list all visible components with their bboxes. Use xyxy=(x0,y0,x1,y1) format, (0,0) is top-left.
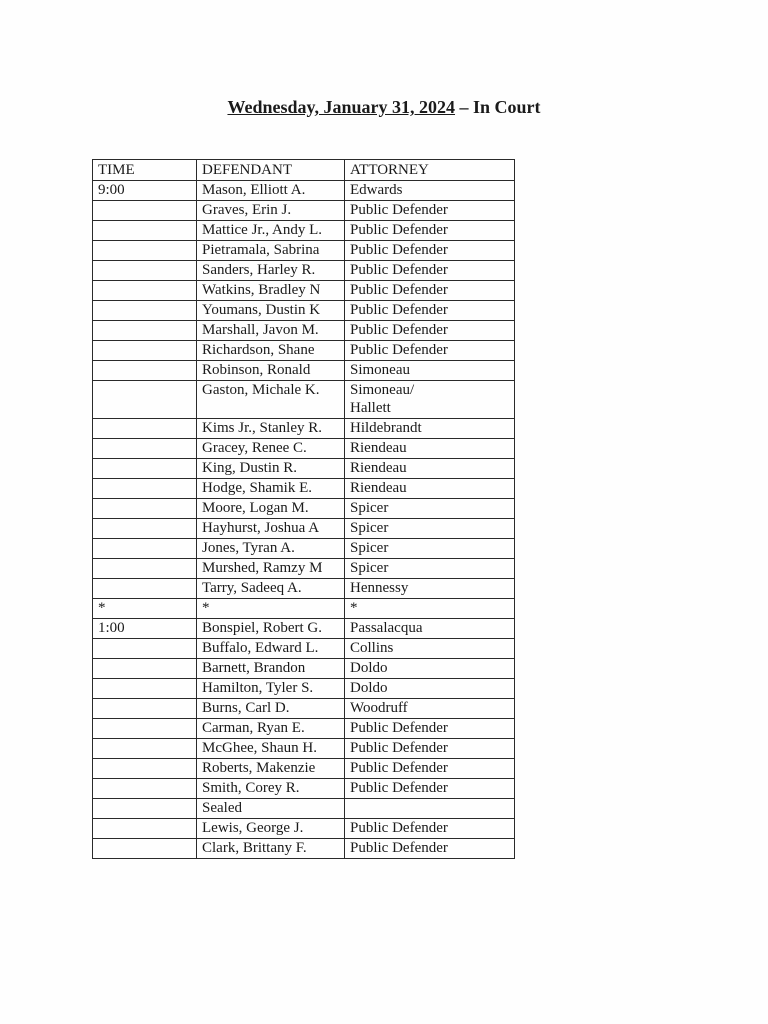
time-cell xyxy=(93,321,197,341)
defendant-cell: Mason, Elliott A. xyxy=(197,181,345,201)
attorney-cell: Public Defender xyxy=(345,241,515,261)
attorney-cell: Public Defender xyxy=(345,739,515,759)
attorney-cell: Riendeau xyxy=(345,439,515,459)
time-cell xyxy=(93,839,197,859)
attorney-cell: Public Defender xyxy=(345,341,515,361)
defendant-cell: Gracey, Renee C. xyxy=(197,439,345,459)
table-row xyxy=(93,281,515,301)
table-row xyxy=(93,201,515,221)
attorney-cell: Collins xyxy=(345,639,515,659)
attorney-cell: Doldo xyxy=(345,659,515,679)
time-cell xyxy=(93,679,197,699)
time-cell: 9:00 xyxy=(93,181,197,201)
table-row xyxy=(93,559,515,579)
time-cell xyxy=(93,419,197,439)
attorney-cell: * xyxy=(345,599,515,619)
defendant-cell: Youmans, Dustin K xyxy=(197,301,345,321)
defendant-cell: Sanders, Harley R. xyxy=(197,261,345,281)
attorney-cell: Riendeau xyxy=(345,479,515,499)
attorney-cell: Public Defender xyxy=(345,819,515,839)
time-cell xyxy=(93,439,197,459)
defendant-cell: Carman, Ryan E. xyxy=(197,719,345,739)
defendant-cell: King, Dustin R. xyxy=(197,459,345,479)
attorney-cell: Public Defender xyxy=(345,221,515,241)
defendant-cell: Hayhurst, Joshua A xyxy=(197,519,345,539)
attorney-cell: Edwards xyxy=(345,181,515,201)
time-cell xyxy=(93,799,197,819)
page-title xyxy=(0,97,768,118)
table-row xyxy=(93,679,515,699)
table-row xyxy=(93,261,515,281)
table-row xyxy=(93,479,515,499)
table-row xyxy=(93,301,515,321)
time-cell xyxy=(93,281,197,301)
defendant-cell: Graves, Erin J. xyxy=(197,201,345,221)
title-date: Wednesday, January 31, 2024 xyxy=(227,97,456,117)
table-row xyxy=(93,321,515,341)
attorney-cell: Public Defender xyxy=(345,261,515,281)
attorney-cell: Public Defender xyxy=(345,301,515,321)
attorney-cell: Public Defender xyxy=(345,759,515,779)
time-cell xyxy=(93,539,197,559)
attorney-cell: Doldo xyxy=(345,679,515,699)
header-attorney: ATTORNEY xyxy=(345,160,515,181)
table-row xyxy=(93,639,515,659)
time-cell xyxy=(93,559,197,579)
table-row xyxy=(93,381,515,419)
attorney-cell: Public Defender xyxy=(345,201,515,221)
time-cell xyxy=(93,221,197,241)
defendant-cell: Robinson, Ronald xyxy=(197,361,345,381)
time-cell xyxy=(93,459,197,479)
time-cell xyxy=(93,499,197,519)
defendant-cell: Hamilton, Tyler S. xyxy=(197,679,345,699)
time-cell xyxy=(93,719,197,739)
time-cell xyxy=(93,519,197,539)
time-cell xyxy=(93,699,197,719)
time-cell: 1:00 xyxy=(93,619,197,639)
attorney-cell xyxy=(345,381,515,419)
table-row xyxy=(93,739,515,759)
table-row xyxy=(93,361,515,381)
defendant-cell: Barnett, Brandon xyxy=(197,659,345,679)
defendant-cell: Smith, Corey R. xyxy=(197,779,345,799)
table-row xyxy=(93,341,515,361)
defendant-cell: Watkins, Bradley N xyxy=(197,281,345,301)
attorney-line: Hallett xyxy=(350,400,391,416)
header-row xyxy=(93,160,515,181)
time-cell xyxy=(93,579,197,599)
time-cell xyxy=(93,759,197,779)
table-row xyxy=(93,459,515,479)
time-cell xyxy=(93,779,197,799)
attorney-cell: Hennessy xyxy=(345,579,515,599)
attorney-cell: Simoneau xyxy=(345,361,515,381)
table-row xyxy=(93,539,515,559)
table-row xyxy=(93,839,515,859)
docket-body xyxy=(93,181,515,859)
attorney-cell: Woodruff xyxy=(345,699,515,719)
table-row xyxy=(93,439,515,459)
table-row xyxy=(93,519,515,539)
attorney-cell: Public Defender xyxy=(345,281,515,301)
defendant-cell: Mattice Jr., Andy L. xyxy=(197,221,345,241)
defendant-cell: Kims Jr., Stanley R. xyxy=(197,419,345,439)
table-row xyxy=(93,419,515,439)
defendant-cell: Jones, Tyran A. xyxy=(197,539,345,559)
time-cell xyxy=(93,301,197,321)
table-row xyxy=(93,719,515,739)
defendant-cell: Richardson, Shane xyxy=(197,341,345,361)
attorney-cell: Public Defender xyxy=(345,719,515,739)
attorney-cell: Spicer xyxy=(345,499,515,519)
title-suffix: – In Court xyxy=(455,97,541,117)
docket-table xyxy=(92,159,515,859)
header-time: TIME xyxy=(93,160,197,181)
table-row xyxy=(93,819,515,839)
defendant-cell: Lewis, George J. xyxy=(197,819,345,839)
table-row xyxy=(93,699,515,719)
table-row xyxy=(93,181,515,201)
table-row xyxy=(93,221,515,241)
attorney-cell: Public Defender xyxy=(345,839,515,859)
time-cell xyxy=(93,739,197,759)
defendant-cell: Clark, Brittany F. xyxy=(197,839,345,859)
attorney-cell: Riendeau xyxy=(345,459,515,479)
table-row xyxy=(93,659,515,679)
attorney-cell: Public Defender xyxy=(345,779,515,799)
attorney-line: Simoneau/ xyxy=(350,382,415,398)
attorney-cell xyxy=(345,799,515,819)
attorney-cell: Spicer xyxy=(345,539,515,559)
table-row xyxy=(93,799,515,819)
defendant-cell: Pietramala, Sabrina xyxy=(197,241,345,261)
defendant-cell: Marshall, Javon M. xyxy=(197,321,345,341)
attorney-cell: Hildebrandt xyxy=(345,419,515,439)
time-cell xyxy=(93,381,197,419)
table-row xyxy=(93,241,515,261)
time-cell: * xyxy=(93,599,197,619)
attorney-cell: Spicer xyxy=(345,519,515,539)
defendant-cell: Hodge, Shamik E. xyxy=(197,479,345,499)
time-cell xyxy=(93,361,197,381)
attorney-cell: Spicer xyxy=(345,559,515,579)
defendant-cell: Murshed, Ramzy M xyxy=(197,559,345,579)
defendant-cell: Burns, Carl D. xyxy=(197,699,345,719)
time-cell xyxy=(93,341,197,361)
attorney-cell: Passalacqua xyxy=(345,619,515,639)
defendant-cell: Moore, Logan M. xyxy=(197,499,345,519)
time-cell xyxy=(93,639,197,659)
defendant-cell: Tarry, Sadeeq A. xyxy=(197,579,345,599)
separator-row xyxy=(93,599,515,619)
time-cell xyxy=(93,819,197,839)
defendant-cell: Bonspiel, Robert G. xyxy=(197,619,345,639)
table-row xyxy=(93,579,515,599)
time-cell xyxy=(93,201,197,221)
time-cell xyxy=(93,479,197,499)
defendant-cell: Gaston, Michale K. xyxy=(197,381,345,419)
table-row xyxy=(93,619,515,639)
table-row xyxy=(93,759,515,779)
attorney-cell: Public Defender xyxy=(345,321,515,341)
defendant-cell: Buffalo, Edward L. xyxy=(197,639,345,659)
header-defendant: DEFENDANT xyxy=(197,160,345,181)
time-cell xyxy=(93,261,197,281)
table-row xyxy=(93,779,515,799)
defendant-cell: Roberts, Makenzie xyxy=(197,759,345,779)
table-row xyxy=(93,499,515,519)
defendant-cell: Sealed xyxy=(197,799,345,819)
defendant-cell: McGhee, Shaun H. xyxy=(197,739,345,759)
time-cell xyxy=(93,659,197,679)
time-cell xyxy=(93,241,197,261)
defendant-cell: * xyxy=(197,599,345,619)
